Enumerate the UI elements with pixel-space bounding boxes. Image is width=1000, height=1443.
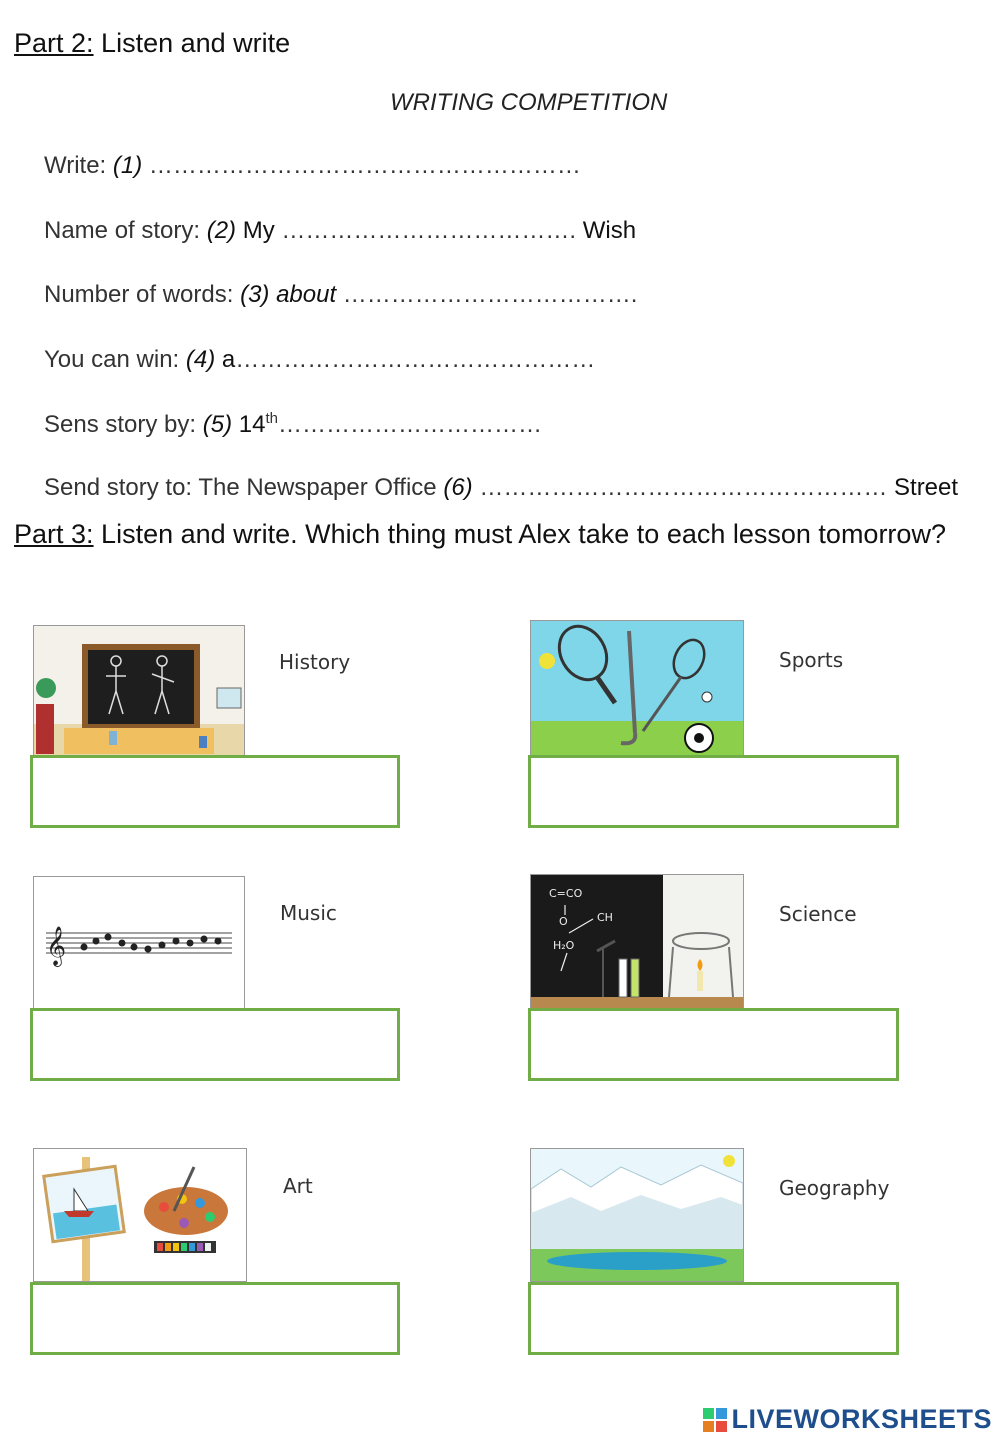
svg-text:𝄞: 𝄞	[46, 926, 67, 966]
part3-heading-text: Listen and write. Which thing must Alex take to each lesson tomorrow?	[93, 519, 946, 549]
form-line-blank[interactable]: ………………………………………………	[142, 152, 581, 179]
part2-heading-text: Listen and write	[93, 28, 291, 58]
form-line-keyword: 14	[232, 411, 266, 438]
svg-text:H₂O: H₂O	[553, 939, 575, 952]
form-line-5	[44, 410, 542, 439]
answer-box-science[interactable]	[528, 1008, 899, 1081]
answer-box-music[interactable]	[30, 1008, 400, 1081]
answer-box-art[interactable]	[30, 1282, 400, 1355]
sports-picture	[530, 620, 744, 756]
form-line-blank[interactable]: ……………………………………………	[472, 474, 888, 501]
form-line-label: Write:	[44, 152, 113, 179]
svg-text:CH: CH	[597, 911, 613, 924]
form-line-number: (2)	[206, 217, 237, 244]
form-line-label: Name of story:	[44, 217, 207, 244]
part2-heading-label: Part 2:	[14, 28, 94, 58]
form-line-2	[44, 217, 636, 245]
form-line-superscript: th	[265, 410, 278, 427]
liveworksheets-logo	[703, 1404, 992, 1435]
form-line-number: (5)	[202, 411, 233, 438]
form-line-1	[44, 152, 581, 180]
subject-label-sports: Sports	[779, 648, 844, 672]
form-line-6	[44, 474, 958, 502]
subject-label-history: History	[279, 650, 351, 674]
history-picture	[33, 625, 245, 757]
answer-box-sports[interactable]	[528, 755, 899, 828]
geography-picture	[530, 1148, 744, 1282]
liveworksheets-logo-icon	[703, 1408, 727, 1432]
subject-label-geography: Geography	[779, 1176, 890, 1200]
answer-box-history[interactable]	[30, 755, 400, 828]
subject-label-art: Art	[283, 1174, 313, 1198]
form-line-label: Sens story by:	[44, 411, 203, 438]
svg-text:C=CO: C=CO	[549, 887, 583, 900]
competition-title: WRITING COMPETITION	[390, 89, 668, 116]
part3-heading	[14, 519, 946, 550]
subject-label-music: Music	[280, 901, 337, 925]
form-line-number: (3) about	[240, 281, 337, 308]
form-line-number: (6)	[443, 474, 473, 501]
art-picture	[33, 1148, 247, 1282]
form-line-blank[interactable]: ……………………………	[277, 411, 542, 438]
form-line-4	[44, 346, 595, 374]
form-line-label: Send story to: The Newspaper Office	[44, 474, 444, 501]
form-line-keyword: My	[236, 217, 282, 244]
form-line-keyword: a	[215, 346, 236, 373]
form-line-blank[interactable]: ………………………………………	[235, 346, 596, 373]
liveworksheets-logo-text: LIVEWORKSHEETS	[731, 1404, 992, 1434]
form-line-end: Wish	[576, 217, 637, 244]
music-picture	[33, 876, 245, 1010]
subject-label-science: Science	[779, 902, 857, 926]
form-line-number: (1)	[112, 152, 143, 179]
part3-heading-label: Part 3:	[14, 519, 94, 549]
form-line-end: Street	[887, 474, 959, 501]
form-line-3	[44, 281, 637, 309]
form-line-label: Number of words:	[44, 281, 241, 308]
form-line-blank[interactable]: ……………………………….	[336, 281, 638, 308]
science-picture	[530, 874, 744, 1010]
svg-text:O: O	[559, 915, 568, 928]
answer-box-geography[interactable]	[528, 1282, 899, 1355]
form-line-label: You can win:	[44, 346, 186, 373]
form-line-number: (4)	[185, 346, 216, 373]
part2-heading	[14, 28, 290, 59]
form-line-blank[interactable]: ……………………………….	[281, 217, 577, 244]
